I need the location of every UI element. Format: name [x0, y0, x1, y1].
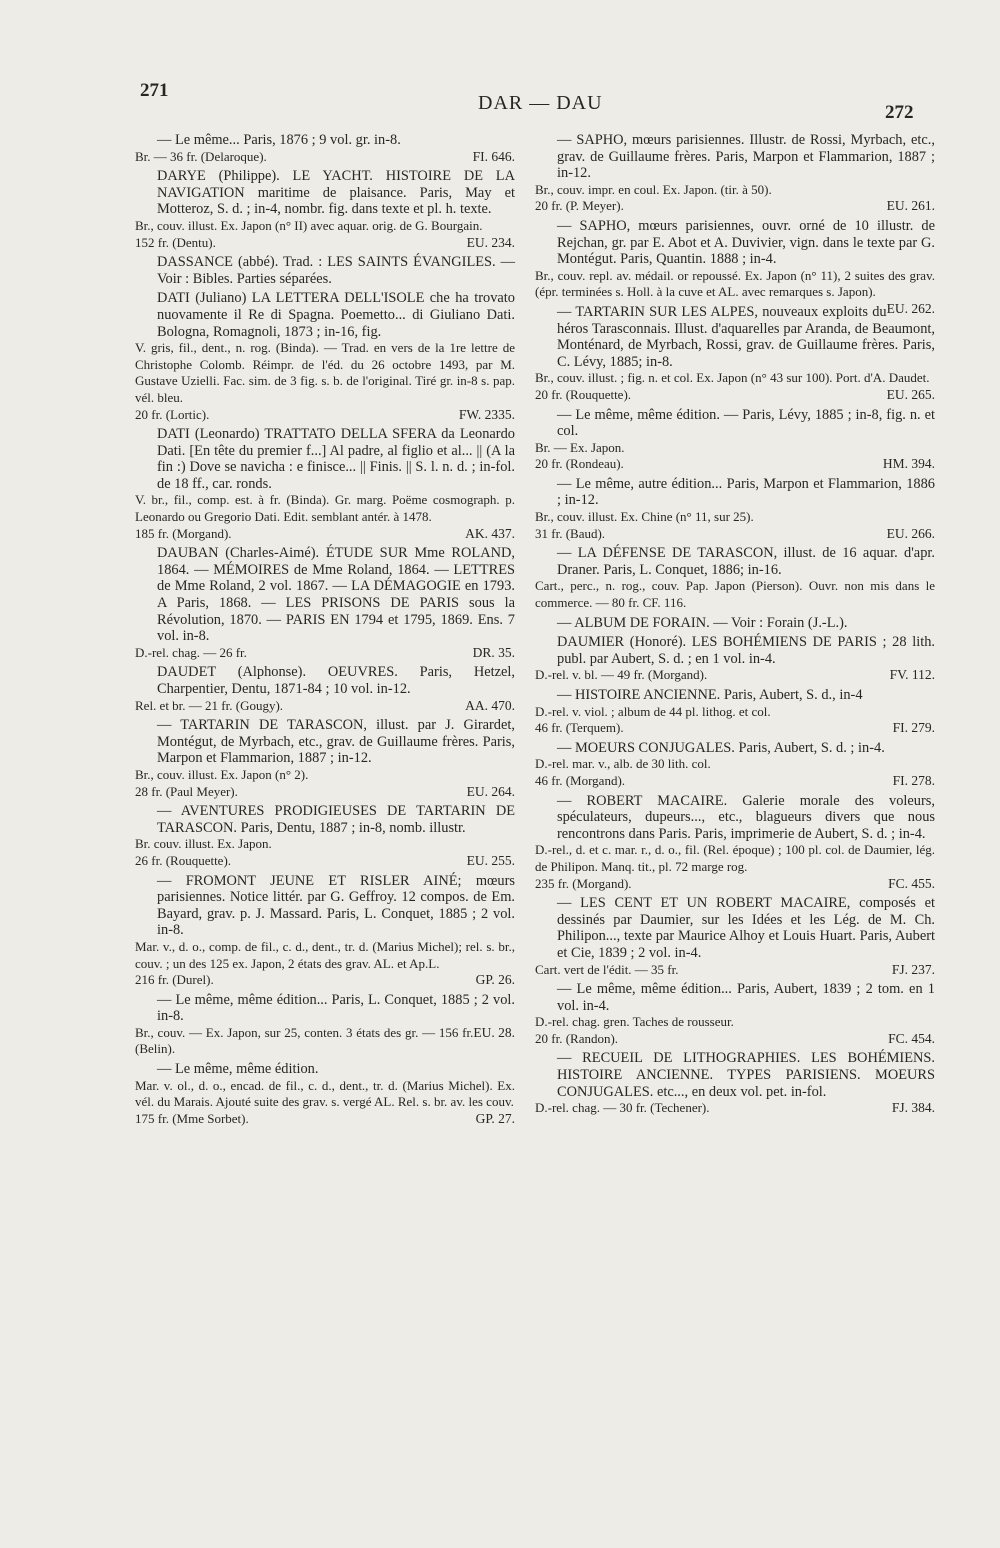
- sale-reference: FJ. 384.: [891, 1100, 935, 1116]
- catalog-entry: [135, 290, 515, 423]
- entry-detail-line: [535, 1014, 935, 1031]
- catalog-entry: [535, 476, 935, 542]
- entry-detail-line: [535, 440, 935, 457]
- line-text: 20 fr. (Randon).: [535, 1030, 619, 1046]
- entry-heading-line: [535, 615, 935, 632]
- entry-detail-line: [535, 182, 935, 199]
- line-text: — Le même... Paris, 1876 ; 9 vol. gr. in-8.: [157, 132, 401, 148]
- sale-reference: FC. 454.: [888, 1030, 935, 1046]
- line-text: 20 fr. (Lortic).: [135, 406, 210, 422]
- line-text: — MOEURS CONJUGALES. Paris, Aubert, S. d. ; in-4.: [557, 739, 885, 756]
- page-number-right: 272: [885, 102, 914, 123]
- entry-detail-line: [535, 526, 935, 543]
- catalog-entry: [135, 132, 515, 165]
- catalog-entry: [535, 687, 935, 737]
- catalog-entry: [535, 895, 935, 978]
- entry-heading-line: [135, 254, 515, 287]
- right-column: [535, 132, 935, 1120]
- entry-detail-line: [535, 876, 935, 893]
- line-text: 152 fr. (Dentu).: [135, 234, 216, 250]
- line-text: D.-rel. chag. gren. Taches de rousseur.: [535, 1014, 734, 1030]
- line-text: — HISTOIRE ANCIENNE. Paris, Aubert, S. d., in-4: [557, 687, 863, 703]
- entry-heading-line: [535, 304, 935, 370]
- line-text: — RECUEIL DE LITHOGRAPHIES. LES BOHÉMIENS. HISTOIRE ANCIENNE. TYPES PARISIENS. MOEURS CONJUGALES. etc..., en deux vol. pet. in-fol.: [557, 1050, 935, 1100]
- entry-detail-line: [135, 407, 515, 424]
- line-text: — TARTARIN DE TARASCON, illust. par J. Girardet, Montégut, de Myrbach, etc., grav. de Guillaume frères. Paris, Marpon et Flammarion, 1887 ; in-12.: [157, 717, 515, 767]
- entry-detail-line: [135, 767, 515, 784]
- line-text: Br. — 36 fr. (Delaroque).: [135, 148, 267, 164]
- catalog-entry: [535, 740, 935, 790]
- entry-detail-line: [135, 1078, 515, 1111]
- entry-detail-line: [535, 756, 935, 773]
- entry-heading-line: [535, 981, 935, 1014]
- catalog-entry: [135, 254, 515, 287]
- entry-heading-line: [535, 132, 935, 182]
- entry-heading-line: [535, 687, 935, 704]
- entry-detail-line: [535, 962, 935, 979]
- sale-reference: EU. 265.: [886, 386, 935, 402]
- catalog-entry: [535, 132, 935, 215]
- entry-detail-line: [535, 842, 935, 875]
- line-text: Br., couv. illust. ; fig. n. et col. Ex. Japon (n° 43 sur 100). Port. d'A. Daudet.: [535, 370, 930, 386]
- line-text: DATI (Juliano) LA LETTERA DELL'ISOLE che ha trovato nuovamente il Re di Spagna. Poemetto... di Giuliano Dati. Bologna, Romagnoli, 1873 ; in-16, fig.: [157, 290, 515, 340]
- line-text: — Le même, même édition. — Paris, Lévy, 1885 ; in-8, fig. n. et col.: [557, 406, 935, 440]
- running-title: DAR — DAU: [478, 92, 603, 114]
- entry-detail-line: [535, 1031, 935, 1048]
- line-text: D.-rel. chag. — 30 fr. (Techener).: [535, 1100, 710, 1116]
- entry-detail-line: [135, 526, 515, 543]
- line-text: Cart. vert de l'édit. — 35 fr.: [535, 961, 679, 977]
- line-text: D.-rel. mar. v., alb. de 30 lith. col.: [535, 756, 711, 772]
- entry-heading-line: [535, 895, 935, 961]
- entry-detail-line: [135, 972, 515, 989]
- catalog-entry: [135, 803, 515, 869]
- line-text: 28 fr. (Paul Meyer).: [135, 783, 238, 799]
- entry-detail-line: [535, 456, 935, 473]
- sale-reference: FI. 646.: [472, 148, 515, 164]
- catalog-entry: [535, 634, 935, 684]
- catalog-entry: [535, 407, 935, 473]
- sale-reference: FI. 278.: [892, 772, 935, 788]
- entry-detail-line: [535, 387, 935, 404]
- entry-heading-line: [535, 740, 935, 757]
- sale-reference: FI. 279.: [892, 720, 935, 736]
- line-text: Rel. et br. — 21 fr. (Gougy).: [135, 697, 284, 713]
- catalog-entry: [135, 664, 515, 714]
- line-text: DAUBAN (Charles-Aimé). ÉTUDE SUR Mme ROLAND, 1864. — MÉMOIRES de Mme Roland, 1864. — LETTRES de Mme Roland, 2 vol. 1867. — LA DÉMAGOGIE en 1793. A Paris, 1868. — LES PRISONS DE PARIS sous la Révolution, 1870. — PARIS EN 1794 et 1795, 1869. Ens. 7 vol. in-8.: [157, 545, 515, 645]
- line-text: 46 fr. (Morgand).: [535, 772, 626, 788]
- line-text: Br., couv. — Ex. Japon, sur 25, conten. 3 états des gr. — 156 fr. (Belin).: [135, 1024, 474, 1057]
- entry-detail-line: [535, 198, 935, 215]
- sale-reference: FJ. 237.: [891, 961, 935, 977]
- line-text: Br., couv. illust. Ex. Japon (n° II) avec aquar. orig. de G. Bourgain.: [135, 217, 483, 233]
- entry-heading-line: [135, 992, 515, 1025]
- line-text: Br., couv. illust. Ex. Japon (n° 2).: [135, 766, 309, 782]
- catalog-entry: [535, 545, 935, 611]
- entry-detail-line: [135, 235, 515, 252]
- entry-heading-line: [135, 426, 515, 492]
- sale-reference: GP. 26.: [475, 972, 515, 988]
- line-text: 31 fr. (Baud).: [535, 525, 606, 541]
- line-text: DAUMIER (Honoré). LES BOHÉMIENS DE PARIS ; 28 lith. publ. par Aubert, S. d. ; en 1 vol. in-4.: [557, 634, 935, 667]
- catalog-entry: [535, 304, 935, 404]
- catalog-entry: [135, 426, 515, 542]
- line-text: 26 fr. (Rouquette).: [135, 852, 232, 868]
- entry-detail-line: [535, 578, 935, 611]
- catalog-entry: [135, 717, 515, 800]
- line-text: — Le même, même édition... Paris, L. Conquet, 1885 ; 2 vol. in-8.: [157, 991, 515, 1025]
- entry-heading-line: [535, 793, 935, 843]
- entry-heading-line: [535, 407, 935, 440]
- entry-heading-line: [535, 545, 935, 578]
- line-text: 20 fr. (P. Meyer).: [535, 198, 624, 214]
- line-text: D.-rel. v. viol. ; album de 44 pl. lithog. et col.: [535, 703, 771, 719]
- line-text: Br., couv. illust. Ex. Chine (n° 11, sur 25).: [535, 509, 754, 525]
- entry-detail-line: [135, 698, 515, 715]
- line-text: — ALBUM DE FORAIN. — Voir : Forain (J.-L.).: [557, 614, 848, 631]
- catalog-entry: [535, 615, 935, 632]
- line-text: — AVENTURES PRODIGIEUSES DE TARTARIN DE TARASCON. Paris, Dentu, 1887 ; in-8, nomb. illustr.: [157, 803, 515, 836]
- entry-detail-line: [535, 370, 935, 387]
- line-text: 20 fr. (Rouquette).: [535, 386, 632, 402]
- line-text: Br. couv. illust. Ex. Japon.: [135, 836, 272, 852]
- entry-detail-line: [135, 853, 515, 870]
- page-number-left: 271: [140, 80, 169, 101]
- line-text: DAUDET (Alphonse). OEUVRES. Paris, Hetzel, Charpentier, Dentu, 1871-84 ; 10 vol. in-12.: [157, 664, 515, 697]
- entry-heading-line: [135, 803, 515, 836]
- entry-detail-line: [135, 1025, 515, 1058]
- catalog-entry: [135, 992, 515, 1058]
- sale-reference: EU. 255.: [466, 852, 515, 868]
- entry-detail-line: [535, 667, 935, 684]
- entry-detail-line: [135, 645, 515, 662]
- entry-detail-line: [535, 720, 935, 737]
- entry-heading-line: [135, 873, 515, 939]
- catalog-entry: [135, 873, 515, 989]
- entry-detail-line: [535, 509, 935, 526]
- entry-detail-line: [135, 218, 515, 235]
- line-text: DARYE (Philippe). LE YACHT. HISTOIRE DE LA NAVIGATION maritime de plaisance. Paris, May et Motteroz, S. d. ; in-4, nombr. fig. dans texte et pl. h. texte.: [157, 168, 515, 218]
- entry-heading-line: [535, 476, 935, 509]
- line-text: DASSANCE (abbé). Trad. : LES SAINTS ÉVANGILES. — Voir : Bibles. Parties séparées.: [157, 254, 515, 287]
- line-text: — Le même, même édition... Paris, Aubert, 1839 ; 2 tom. en 1 vol. in-4.: [557, 981, 935, 1014]
- sale-reference: FC. 455.: [888, 875, 935, 891]
- line-text: — LA DÉFENSE DE TARASCON, illust. de 16 aquar. d'apr. Draner. Paris, L. Conquet, 1886; in-16.: [557, 545, 935, 578]
- line-text: V. br., fil., comp. est. à fr. (Binda). Gr. marg. Poëme cosmograph. p. Leonardo ou Gregorio Dati. Edit. semblant antér. à 1478.: [135, 492, 515, 525]
- line-text: — LES CENT ET UN ROBERT MACAIRE, composés et dessinés par Daumier, sur les Idées et les Lég. de M. Ch. Philipon..., texte par Maurice Alhoy et Louis Huart. Paris, Aubert et Cie, 1839 ; 2 vol. in-4.: [557, 895, 935, 961]
- line-text: 20 fr. (Rondeau).: [535, 456, 624, 472]
- entry-detail-line: [535, 773, 935, 790]
- entry-detail-line: [535, 704, 935, 721]
- sale-reference: FV. 112.: [889, 667, 935, 683]
- line-text: — TARTARIN SUR LES ALPES, nouveaux exploits du héros Tarasconnais. Illust. d'aquarelles par Aranda, de Beaumont, Monténard, de Myrbach, Rossi, grav. de Guillaume frères. Paris, C. Lévy, 1885; in-8.: [557, 303, 935, 370]
- catalog-entry: [135, 545, 515, 661]
- entry-heading-line: [135, 717, 515, 767]
- catalog-entry: [135, 168, 515, 251]
- line-text: — SAPHO, mœurs parisiennes. Illustr. de Rossi, Myrbach, etc., grav. de Guillaume frères. Paris, Marpon et Flammarion, 1887 ; in-12.: [557, 132, 935, 182]
- sale-reference: EU. 266.: [886, 525, 935, 541]
- line-text: 235 fr. (Morgand).: [535, 875, 632, 891]
- line-text: 175 fr. (Mme Sorbet).: [135, 1110, 249, 1126]
- line-text: 46 fr. (Terquem).: [535, 720, 624, 736]
- line-text: D.-rel., d. et c. mar. r., d. o., fil. (Rel. époque) ; 100 pl. col. de Daumier, lég. de Philipon. Manq. tit., pl. 72 marge rog.: [535, 842, 935, 874]
- line-text: Cart., perc., n. rog., couv. Pap. Japon (Pierson). Ouvr. non mis dans le commerce. — 80 fr. CF. 116.: [535, 578, 935, 611]
- entry-detail-line: [135, 492, 515, 525]
- sale-reference: EU. 28.: [473, 1024, 515, 1040]
- line-text: — ROBERT MACAIRE. Galerie morale des voleurs, spéculateurs, dupeurs..., etc., blagueurs divers que nous rencontrons dans Paris. Paris, imprimerie de Aubert, S. d. ; in-4.: [557, 792, 935, 842]
- entry-heading-line: [135, 168, 515, 218]
- entry-heading-line: [535, 218, 935, 268]
- sale-reference: EU. 261.: [886, 198, 935, 214]
- entry-heading-line: [535, 634, 935, 667]
- line-text: D.-rel. v. bl. — 49 fr. (Morgand).: [535, 667, 708, 683]
- catalog-entry: [535, 1050, 935, 1116]
- line-text: DATI (Leonardo) TRATTATO DELLA SFERA da Leonardo Dati. [En tête du premier f...] Al padre, al figlio et al... || (A la fin :) Dove se navicha : e finisce... || Finis. || S. l. n. d. ; in-fol. de 18 ff., car. ronds.: [157, 426, 515, 492]
- catalog-entry: [535, 981, 935, 1047]
- line-text: Br. — Ex. Japon.: [535, 439, 625, 455]
- entry-detail-line: [135, 784, 515, 801]
- entry-detail-line: [535, 268, 935, 301]
- line-text: — SAPHO, mœurs parisiennes, ouvr. orné de 10 illustr. de Rejchan, gr. par E. Abot et A. Duvivier, vign. dans le texte par G. Montégut. Paris, Quantin. 1888 ; in-4.: [557, 217, 935, 268]
- line-text: Mar. v., d. o., comp. de fil., c. d., dent., tr. d. (Marius Michel); rel. s. br., couv. ; un des 125 ex. Japon, 2 états des grav. AL. et Ap.L.: [135, 938, 515, 971]
- sale-reference: EU. 264.: [466, 783, 515, 799]
- line-text: 216 fr. (Durel).: [135, 972, 214, 988]
- sale-reference: GP. 27.: [475, 1110, 515, 1126]
- catalog-entry: [535, 793, 935, 893]
- line-text: Br., couv. impr. en coul. Ex. Japon. (tir. à 50).: [535, 181, 772, 197]
- catalog-entry: [535, 217, 935, 316]
- entry-heading-line: [135, 132, 515, 149]
- line-text: Mar. v. ol., d. o., encad. de fil., c. d., dent., tr. d. (Marius Michel). Ex. vél. du Marais. Ajouté suite des grav. s. vergé AL. Rel. s. br. av. les couv.: [135, 1077, 515, 1110]
- sale-reference: HM. 394.: [882, 456, 935, 472]
- entry-heading-line: [135, 290, 515, 340]
- line-text: 185 fr. (Morgand).: [135, 525, 232, 541]
- entry-heading-line: [135, 664, 515, 697]
- entry-detail-line: [135, 836, 515, 853]
- entry-detail-line: [135, 340, 515, 406]
- line-text: V. gris, fil., dent., n. rog. (Binda). — Trad. en vers de la 1re lettre de Christophe Colomb. Réimpr. de l'éd. du 26 octobre 1493, par M. Gustave Uzielli. Fac. sim. de 3 fig. s. b. de l'original. Tiré gr. in-8 s. pap. vél. bleu.: [135, 340, 515, 405]
- sale-reference: EU. 234.: [466, 234, 515, 250]
- line-text: — Le même, autre édition... Paris, Marpon et Flammarion, 1886 ; in-12.: [557, 475, 935, 509]
- sale-reference: AA. 470.: [465, 697, 515, 713]
- catalog-entry: [135, 1061, 515, 1127]
- entry-heading-line: [535, 1050, 935, 1100]
- entry-detail-line: [135, 939, 515, 972]
- line-text: — Le même, même édition.: [157, 1061, 319, 1078]
- line-text: D.-rel. chag. — 26 fr.: [135, 644, 247, 660]
- entry-detail-line: [535, 1100, 935, 1117]
- sale-reference: AK. 437.: [465, 525, 515, 541]
- entry-heading-line: [135, 1061, 515, 1078]
- line-text: Br., couv. repl. av. médail. or repoussé. Ex. Japon (n° 11), 2 suites des grav. (épr. terminées s. Holl. à la cuve et AL. avec remarques s. Japon).: [535, 267, 935, 300]
- sale-reference: DR. 35.: [472, 644, 515, 660]
- left-column: [135, 132, 515, 1130]
- sale-reference: EU. 262.: [886, 300, 935, 316]
- entry-detail-line: [135, 149, 515, 166]
- entry-detail-line: [135, 1111, 515, 1128]
- entry-heading-line: [135, 545, 515, 645]
- sale-reference: FW. 2335.: [458, 406, 515, 422]
- line-text: — FROMONT JEUNE ET RISLER AINÉ; mœurs parisiennes. Notice littér. par G. Geffroy. 12 compos. de Em. Bayard, grav. p. J. Massard. Paris, L. Conquet, 1885 ; 2 vol. in-8.: [157, 872, 515, 939]
